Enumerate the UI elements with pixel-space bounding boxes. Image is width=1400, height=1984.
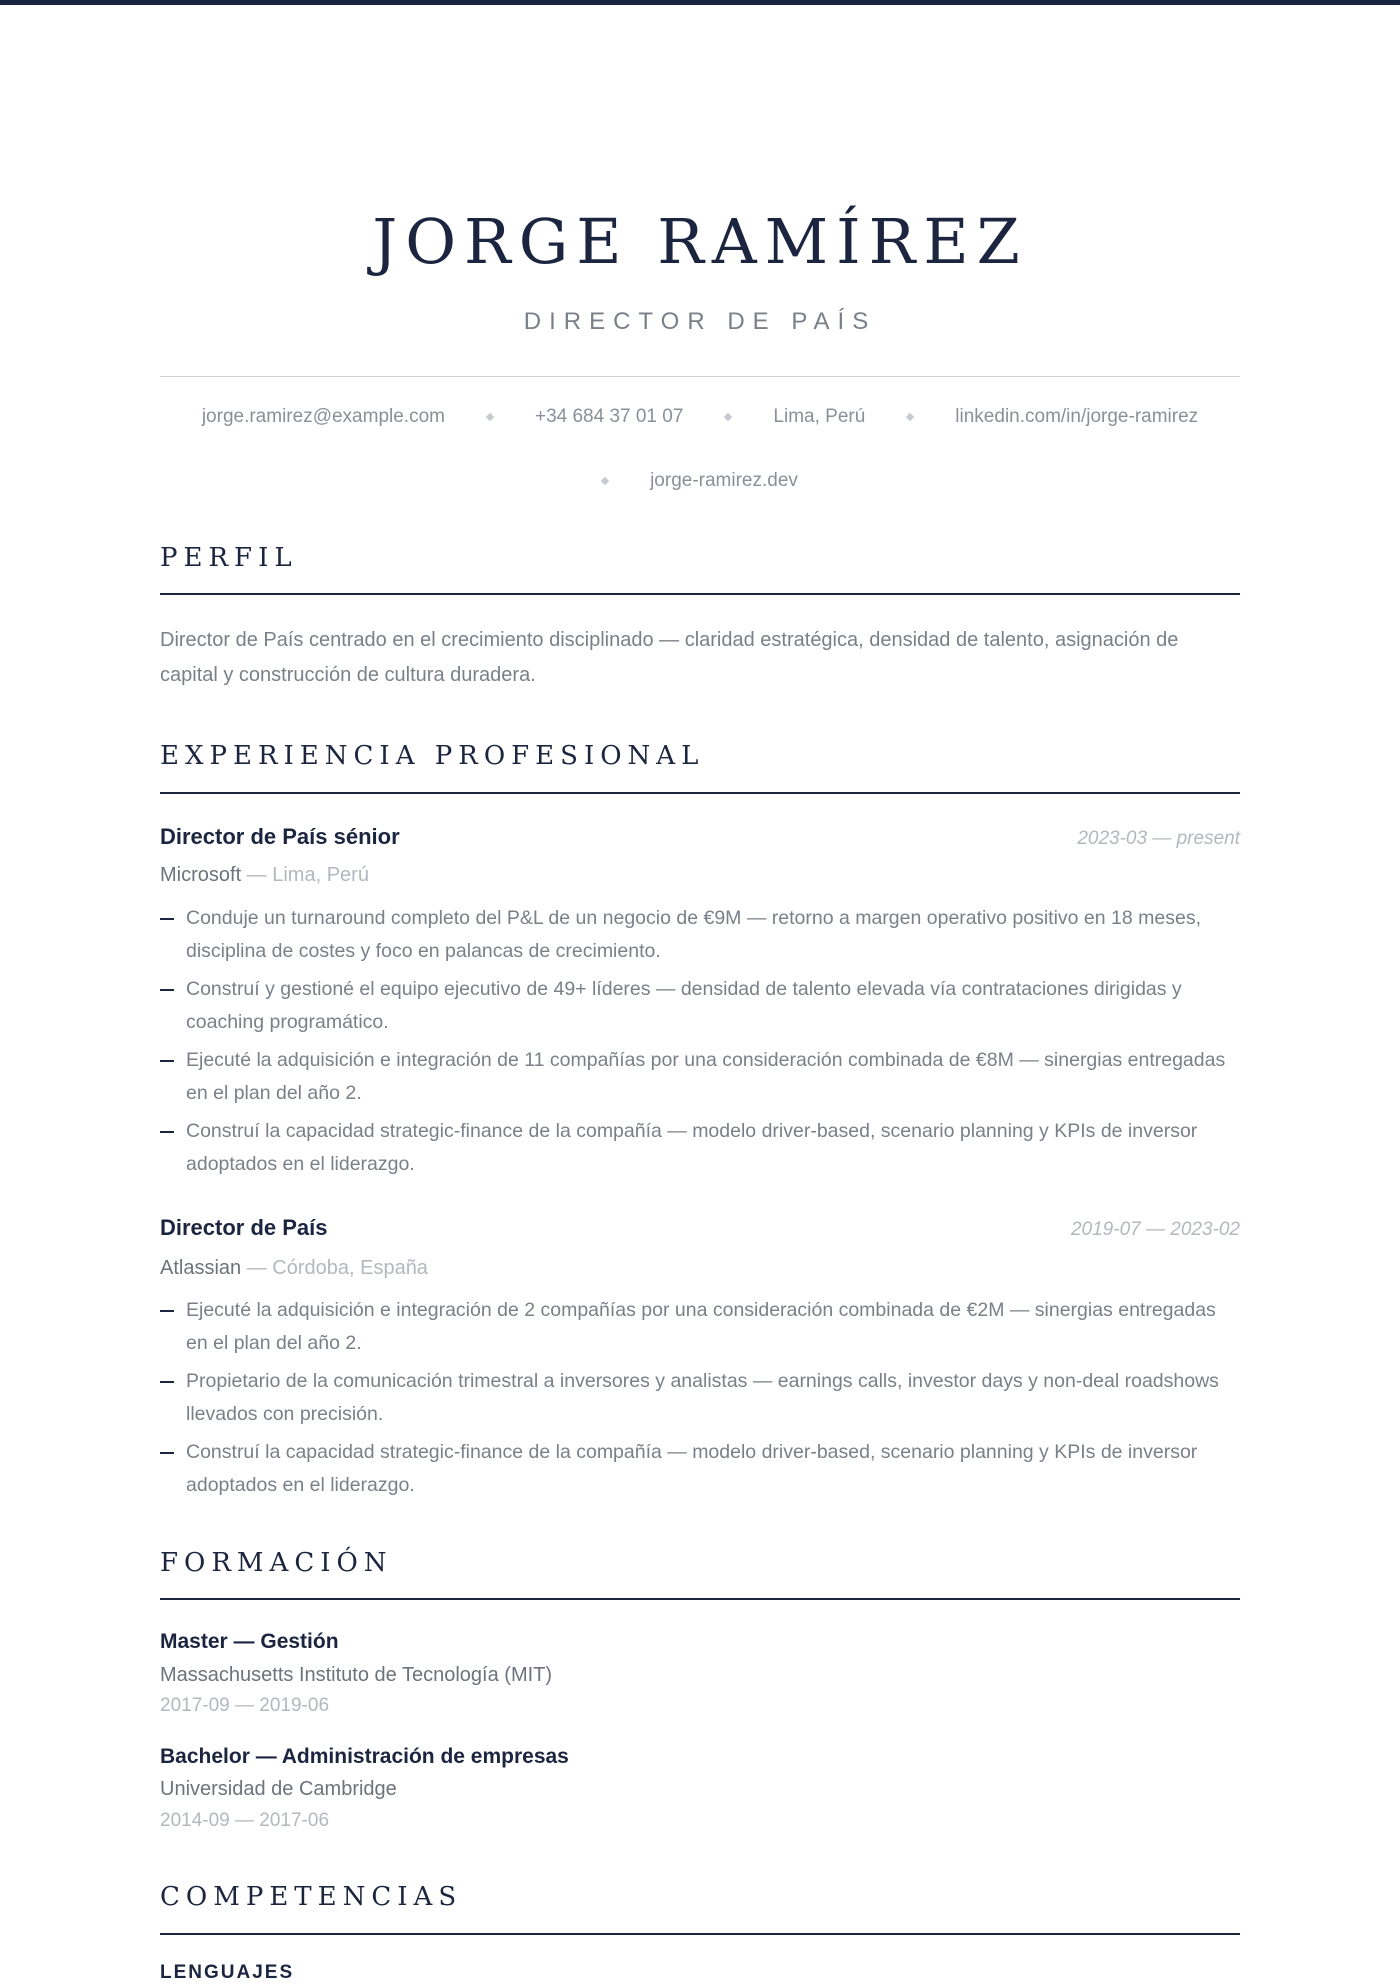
job-dates: 2023-03 — present bbox=[1077, 828, 1240, 849]
bullet-text: Propietario de la comunicación trimestral a inversores y analistas — earnings calls, investor days y non-deal roadshows llevados con precisión. bbox=[186, 1370, 1219, 1425]
diamond-icon bbox=[601, 477, 609, 485]
candidate-name: JORGE RAMÍREZ bbox=[372, 205, 1028, 278]
contact-website[interactable]: jorge-ramirez.dev bbox=[650, 470, 798, 491]
bullet-text: Construí la capacidad strategic-finance de la compañía — modelo driver-based, scenario planning y KPIs de inversor adoptados en el liderazgo. bbox=[186, 1441, 1198, 1496]
education-dates: 2014-09 — 2017-06 bbox=[160, 1810, 330, 1831]
dash-icon bbox=[160, 1381, 174, 1383]
list-item bbox=[160, 902, 1240, 968]
job-header bbox=[160, 824, 1240, 850]
education-degree: Bachelor — Administración de empresas bbox=[160, 1745, 569, 1768]
list-item bbox=[160, 1115, 1240, 1181]
list-item bbox=[160, 1436, 1240, 1502]
job-company-line bbox=[160, 1257, 428, 1280]
list-item bbox=[160, 973, 1240, 1039]
job-location: — Lima, Perú bbox=[241, 864, 369, 886]
diamond-icon bbox=[724, 413, 732, 421]
contact-linkedin[interactable]: linkedin.com/in/jorge-ramirez bbox=[955, 406, 1199, 427]
section-title-profile: PERFIL bbox=[160, 543, 298, 573]
education-degree: Master — Gestión bbox=[160, 1630, 339, 1653]
section-rule bbox=[160, 593, 1240, 595]
job-dates: 2019-07 — 2023-02 bbox=[1070, 1219, 1240, 1240]
skills-subheading: LENGUAJES bbox=[160, 1962, 295, 1983]
list-item bbox=[160, 1365, 1240, 1431]
section-rule bbox=[160, 1598, 1240, 1600]
diamond-icon bbox=[486, 413, 494, 421]
job-title: Director de País sénior bbox=[160, 824, 400, 849]
contact-phone[interactable]: +34 684 37 01 07 bbox=[534, 406, 684, 427]
list-item bbox=[160, 1294, 1240, 1360]
candidate-role: DIRECTOR DE PAÍS bbox=[523, 308, 877, 335]
contact-row bbox=[160, 406, 1240, 428]
education-school: Universidad de Cambridge bbox=[160, 1778, 397, 1800]
section-title-skills: COMPETENCIAS bbox=[160, 1882, 463, 1912]
list-item bbox=[160, 1044, 1240, 1110]
job-header bbox=[160, 1215, 1240, 1241]
education-dates: 2017-09 — 2019-06 bbox=[160, 1695, 330, 1716]
section-rule bbox=[160, 792, 1240, 794]
section-title-experience: EXPERIENCIA PROFESIONAL bbox=[160, 741, 705, 771]
dash-icon bbox=[160, 989, 174, 991]
job-company: Microsoft bbox=[160, 864, 242, 886]
dash-icon bbox=[160, 1131, 174, 1133]
section-rule bbox=[160, 1933, 1240, 1935]
profile-text: Director de País centrado en el crecimiento disciplinado — claridad estratégica, densidad de talento, asignación de capital y construcción de cultura duradera. bbox=[160, 629, 1179, 686]
diamond-icon bbox=[906, 413, 914, 421]
dash-icon bbox=[160, 1310, 174, 1312]
bullet-text: Construí y gestioné el equipo ejecutivo de 49+ líderes — densidad de talento elevada vía contrataciones dirigidas y coaching programático. bbox=[186, 978, 1182, 1033]
dash-icon bbox=[160, 918, 174, 920]
dash-icon bbox=[160, 1060, 174, 1062]
dash-icon bbox=[160, 1452, 174, 1454]
bullet-text: Ejecuté la adquisición e integración de 11 compañías por una consideración combinada de €8M — sinergias entregadas en el plan del año 2. bbox=[186, 1049, 1226, 1104]
education-school: Massachusetts Instituto de Tecnología (MIT) bbox=[160, 1664, 553, 1686]
job-bullets bbox=[160, 1294, 1240, 1507]
contact-email[interactable]: jorge.ramirez@example.com bbox=[201, 406, 445, 427]
bullet-text: Conduje un turnaround completo del P&L de un negocio de €9M — retorno a margen operativo positivo en 18 meses, disciplina de costes y foco en palancas de crecimiento. bbox=[186, 907, 1201, 962]
contact-location: Lima, Perú bbox=[773, 406, 866, 427]
bullet-text: Ejecuté la adquisición e integración de 2 compañías por una consideración combinada de €2M — sinergias entregadas en el plan del año 2. bbox=[186, 1299, 1216, 1354]
job-title: Director de País bbox=[160, 1215, 328, 1240]
job-bullets bbox=[160, 902, 1240, 1186]
job-location: — Córdoba, España bbox=[241, 1257, 428, 1279]
job-company: Atlassian bbox=[160, 1257, 242, 1279]
contact-row bbox=[160, 470, 1240, 492]
header-divider bbox=[160, 376, 1240, 377]
job-company-line bbox=[160, 864, 369, 887]
section-title-education: FORMACIÓN bbox=[160, 1548, 393, 1578]
bullet-text: Construí la capacidad strategic-finance de la compañía — modelo driver-based, scenario planning y KPIs de inversor adoptados en el liderazgo. bbox=[186, 1120, 1198, 1175]
top-accent-bar bbox=[0, 0, 1400, 5]
